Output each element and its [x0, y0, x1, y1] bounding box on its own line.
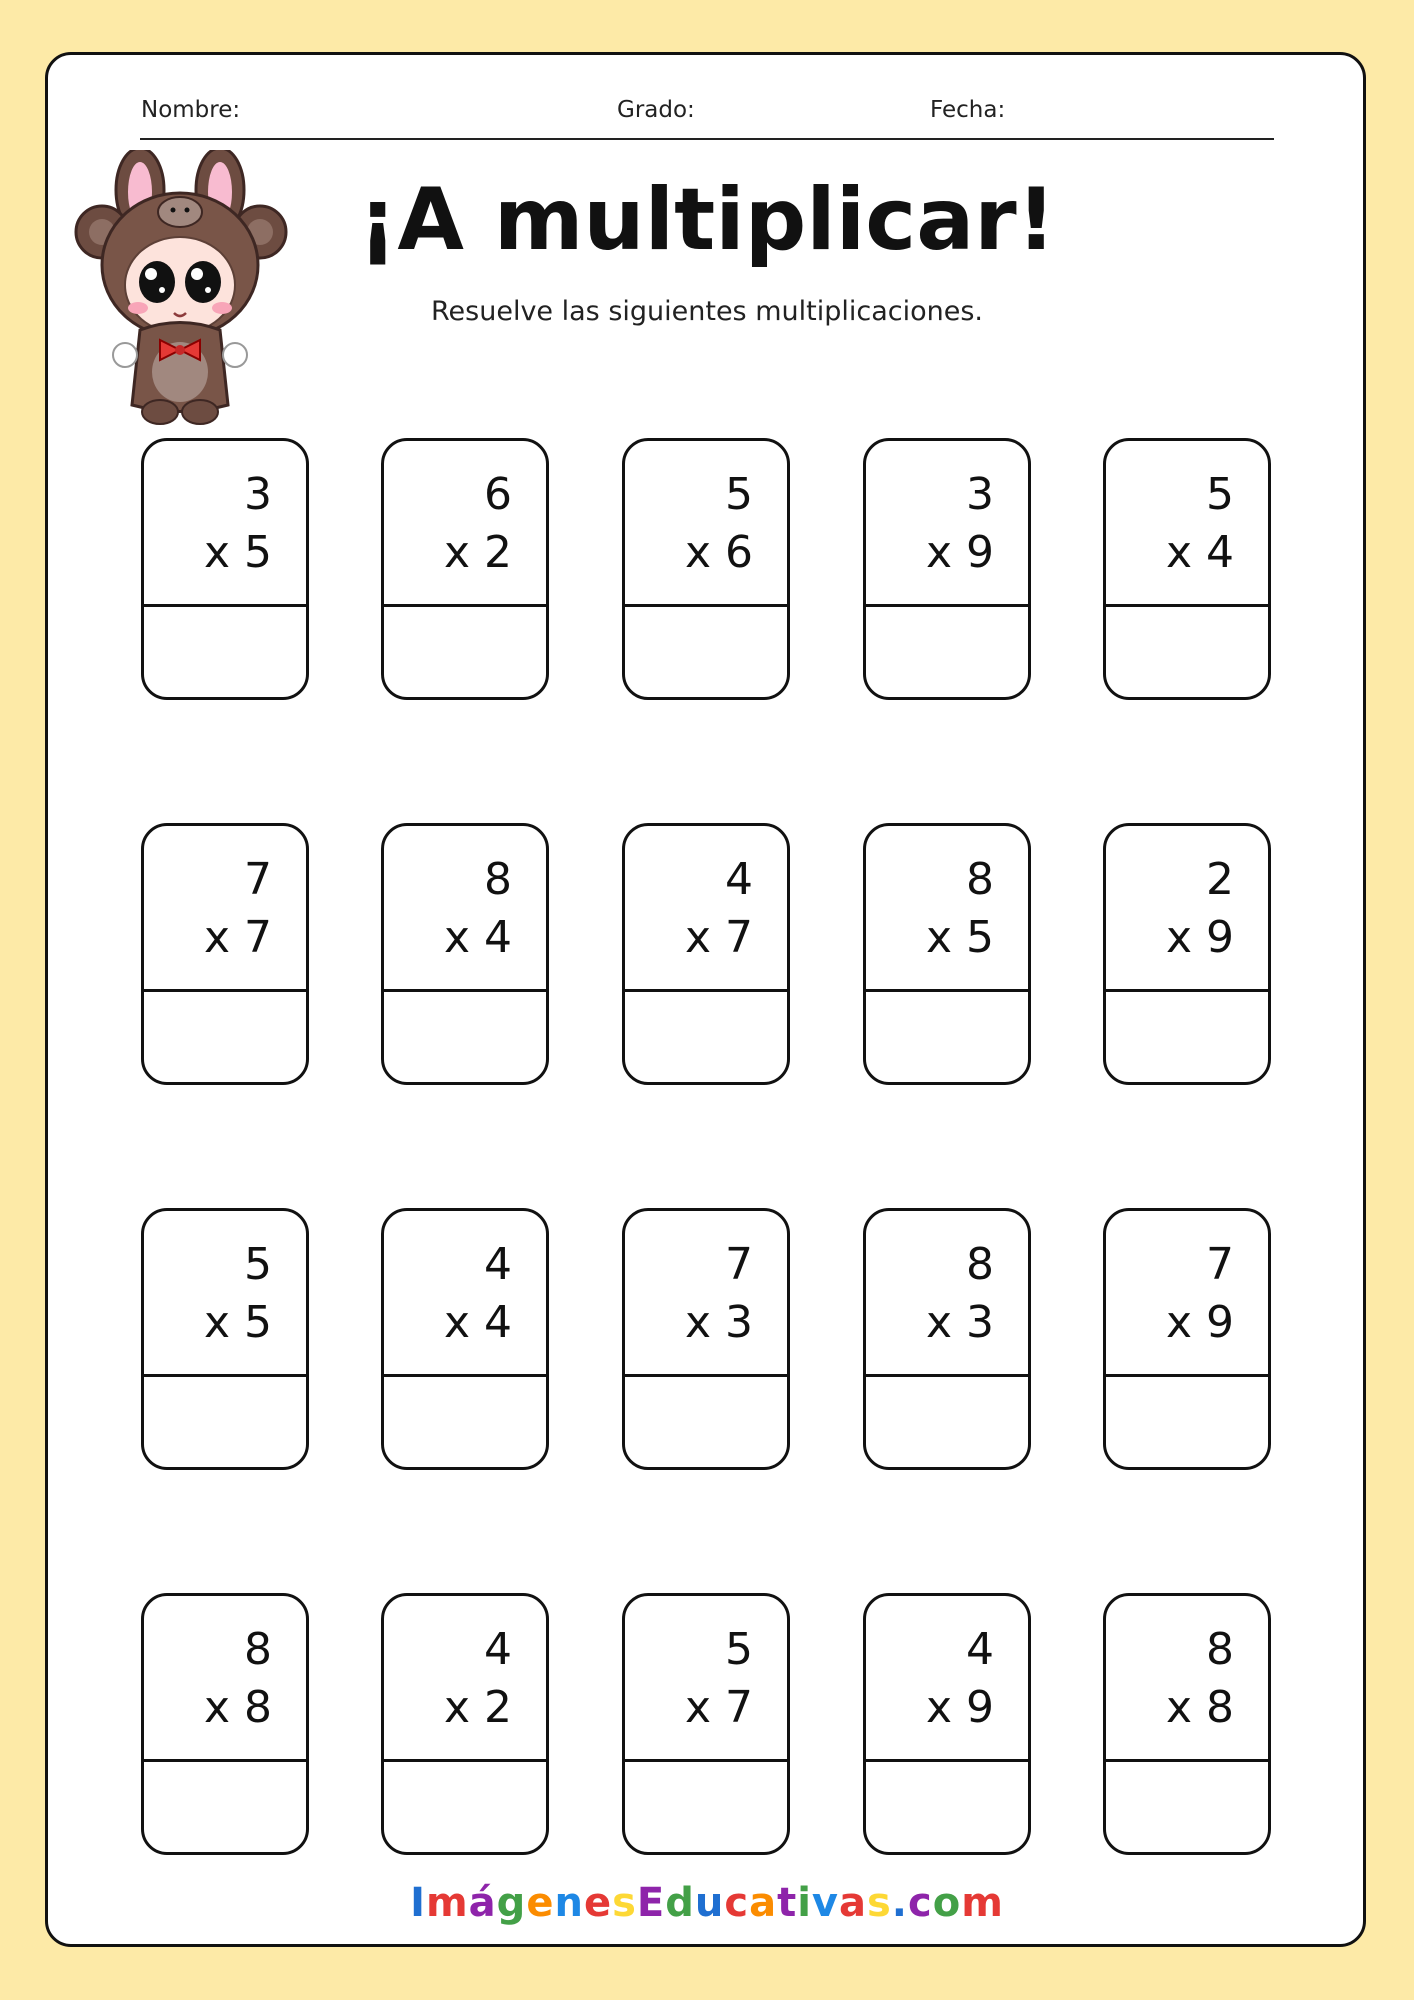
problem-operands — [384, 1596, 546, 1762]
problem-operands — [1106, 1211, 1268, 1377]
multiplier: x 6 — [684, 527, 753, 578]
answer-box[interactable] — [144, 1377, 306, 1467]
answer-box[interactable] — [384, 992, 546, 1082]
problem-card — [381, 823, 549, 1085]
problem-operands — [144, 441, 306, 607]
problem-card — [863, 438, 1031, 700]
multiplicand: 5 — [725, 1624, 753, 1675]
multiplier: x 5 — [925, 912, 994, 963]
multiplicand: 8 — [1206, 1624, 1234, 1675]
multiplier: x 5 — [203, 1297, 272, 1348]
problem-operands — [866, 1211, 1028, 1377]
name-label: Nombre: — [141, 97, 241, 123]
problem-operands — [1106, 441, 1268, 607]
page-title: ¡A multiplicar! — [358, 170, 1056, 270]
multiplier: x 2 — [443, 1682, 512, 1733]
multiplier: x 7 — [684, 1682, 753, 1733]
multiplicand: 4 — [725, 854, 753, 905]
date-label: Fecha: — [930, 97, 1006, 123]
problem-operands — [144, 1596, 306, 1762]
problem-card — [622, 438, 790, 700]
problem-operands — [866, 1596, 1028, 1762]
problem-card — [863, 823, 1031, 1085]
multiplier: x 7 — [684, 912, 753, 963]
answer-box[interactable] — [866, 1762, 1028, 1852]
multiplier: x 8 — [203, 1682, 272, 1733]
answer-box[interactable] — [1106, 607, 1268, 697]
problem-card — [1103, 438, 1271, 700]
answer-box[interactable] — [625, 607, 787, 697]
instructions: Resuelve las siguientes multiplicaciones. — [431, 296, 983, 327]
multiplicand: 7 — [244, 854, 272, 905]
answer-box[interactable] — [866, 607, 1028, 697]
answer-box[interactable] — [144, 1762, 306, 1852]
multiplicand: 4 — [484, 1624, 512, 1675]
problem-card — [622, 1593, 790, 1855]
problem-operands — [625, 1211, 787, 1377]
problem-card — [1103, 823, 1271, 1085]
problem-card — [863, 1593, 1031, 1855]
problem-operands — [1106, 1596, 1268, 1762]
multiplicand: 3 — [966, 469, 994, 520]
problem-card — [141, 823, 309, 1085]
problem-operands — [144, 826, 306, 992]
problem-operands — [625, 1596, 787, 1762]
problem-card — [141, 438, 309, 700]
multiplier: x 9 — [925, 527, 994, 578]
problem-operands — [1106, 826, 1268, 992]
problem-operands — [625, 826, 787, 992]
multiplicand: 8 — [966, 1239, 994, 1290]
multiplicand: 8 — [484, 854, 512, 905]
grade-label: Grado: — [617, 97, 695, 123]
multiplicand: 7 — [725, 1239, 753, 1290]
multiplier: x 3 — [925, 1297, 994, 1348]
answer-box[interactable] — [384, 1377, 546, 1467]
answer-box[interactable] — [144, 607, 306, 697]
problem-operands — [144, 1211, 306, 1377]
answer-box[interactable] — [866, 992, 1028, 1082]
problem-operands — [625, 441, 787, 607]
answer-box[interactable] — [144, 992, 306, 1082]
answer-box[interactable] — [384, 607, 546, 697]
answer-box[interactable] — [625, 992, 787, 1082]
problem-operands — [866, 441, 1028, 607]
site-logo — [0, 1880, 1414, 1926]
problem-operands — [384, 441, 546, 607]
problem-card — [381, 1208, 549, 1470]
answer-box[interactable] — [1106, 992, 1268, 1082]
answer-box[interactable] — [1106, 1377, 1268, 1467]
problem-operands — [384, 826, 546, 992]
problem-operands — [866, 826, 1028, 992]
multiplier: x 2 — [443, 527, 512, 578]
problem-card — [622, 823, 790, 1085]
multiplicand: 8 — [966, 854, 994, 905]
problem-card — [381, 438, 549, 700]
answer-box[interactable] — [866, 1377, 1028, 1467]
multiplicand: 5 — [244, 1239, 272, 1290]
multiplicand: 3 — [244, 469, 272, 520]
problem-card — [1103, 1593, 1271, 1855]
multiplicand: 5 — [1206, 469, 1234, 520]
multiplicand: 5 — [725, 469, 753, 520]
multiplier: x 9 — [1165, 1297, 1234, 1348]
multiplier: x 4 — [1165, 527, 1234, 578]
multiplicand: 6 — [484, 469, 512, 520]
problem-card — [141, 1208, 309, 1470]
multiplier: x 5 — [203, 527, 272, 578]
problem-card — [863, 1208, 1031, 1470]
answer-box[interactable] — [625, 1762, 787, 1852]
problem-card — [622, 1208, 790, 1470]
multiplier: x 3 — [684, 1297, 753, 1348]
multiplicand: 7 — [1206, 1239, 1234, 1290]
problem-card — [141, 1593, 309, 1855]
multiplicand: 8 — [244, 1624, 272, 1675]
multiplicand: 2 — [1206, 854, 1234, 905]
multiplicand: 4 — [966, 1624, 994, 1675]
answer-box[interactable] — [1106, 1762, 1268, 1852]
multiplicand: 4 — [484, 1239, 512, 1290]
multiplier: x 4 — [443, 912, 512, 963]
multiplier: x 8 — [1165, 1682, 1234, 1733]
site-logo-text: ImágenesEducativas.com — [410, 1880, 1004, 1926]
problem-card — [381, 1593, 549, 1855]
multiplier: x 9 — [1165, 912, 1234, 963]
answer-box[interactable] — [384, 1762, 546, 1852]
answer-box[interactable] — [625, 1377, 787, 1467]
problem-operands — [384, 1211, 546, 1377]
multiplier: x 9 — [925, 1682, 994, 1733]
multiplier: x 7 — [203, 912, 272, 963]
multiplier: x 4 — [443, 1297, 512, 1348]
problem-card — [1103, 1208, 1271, 1470]
